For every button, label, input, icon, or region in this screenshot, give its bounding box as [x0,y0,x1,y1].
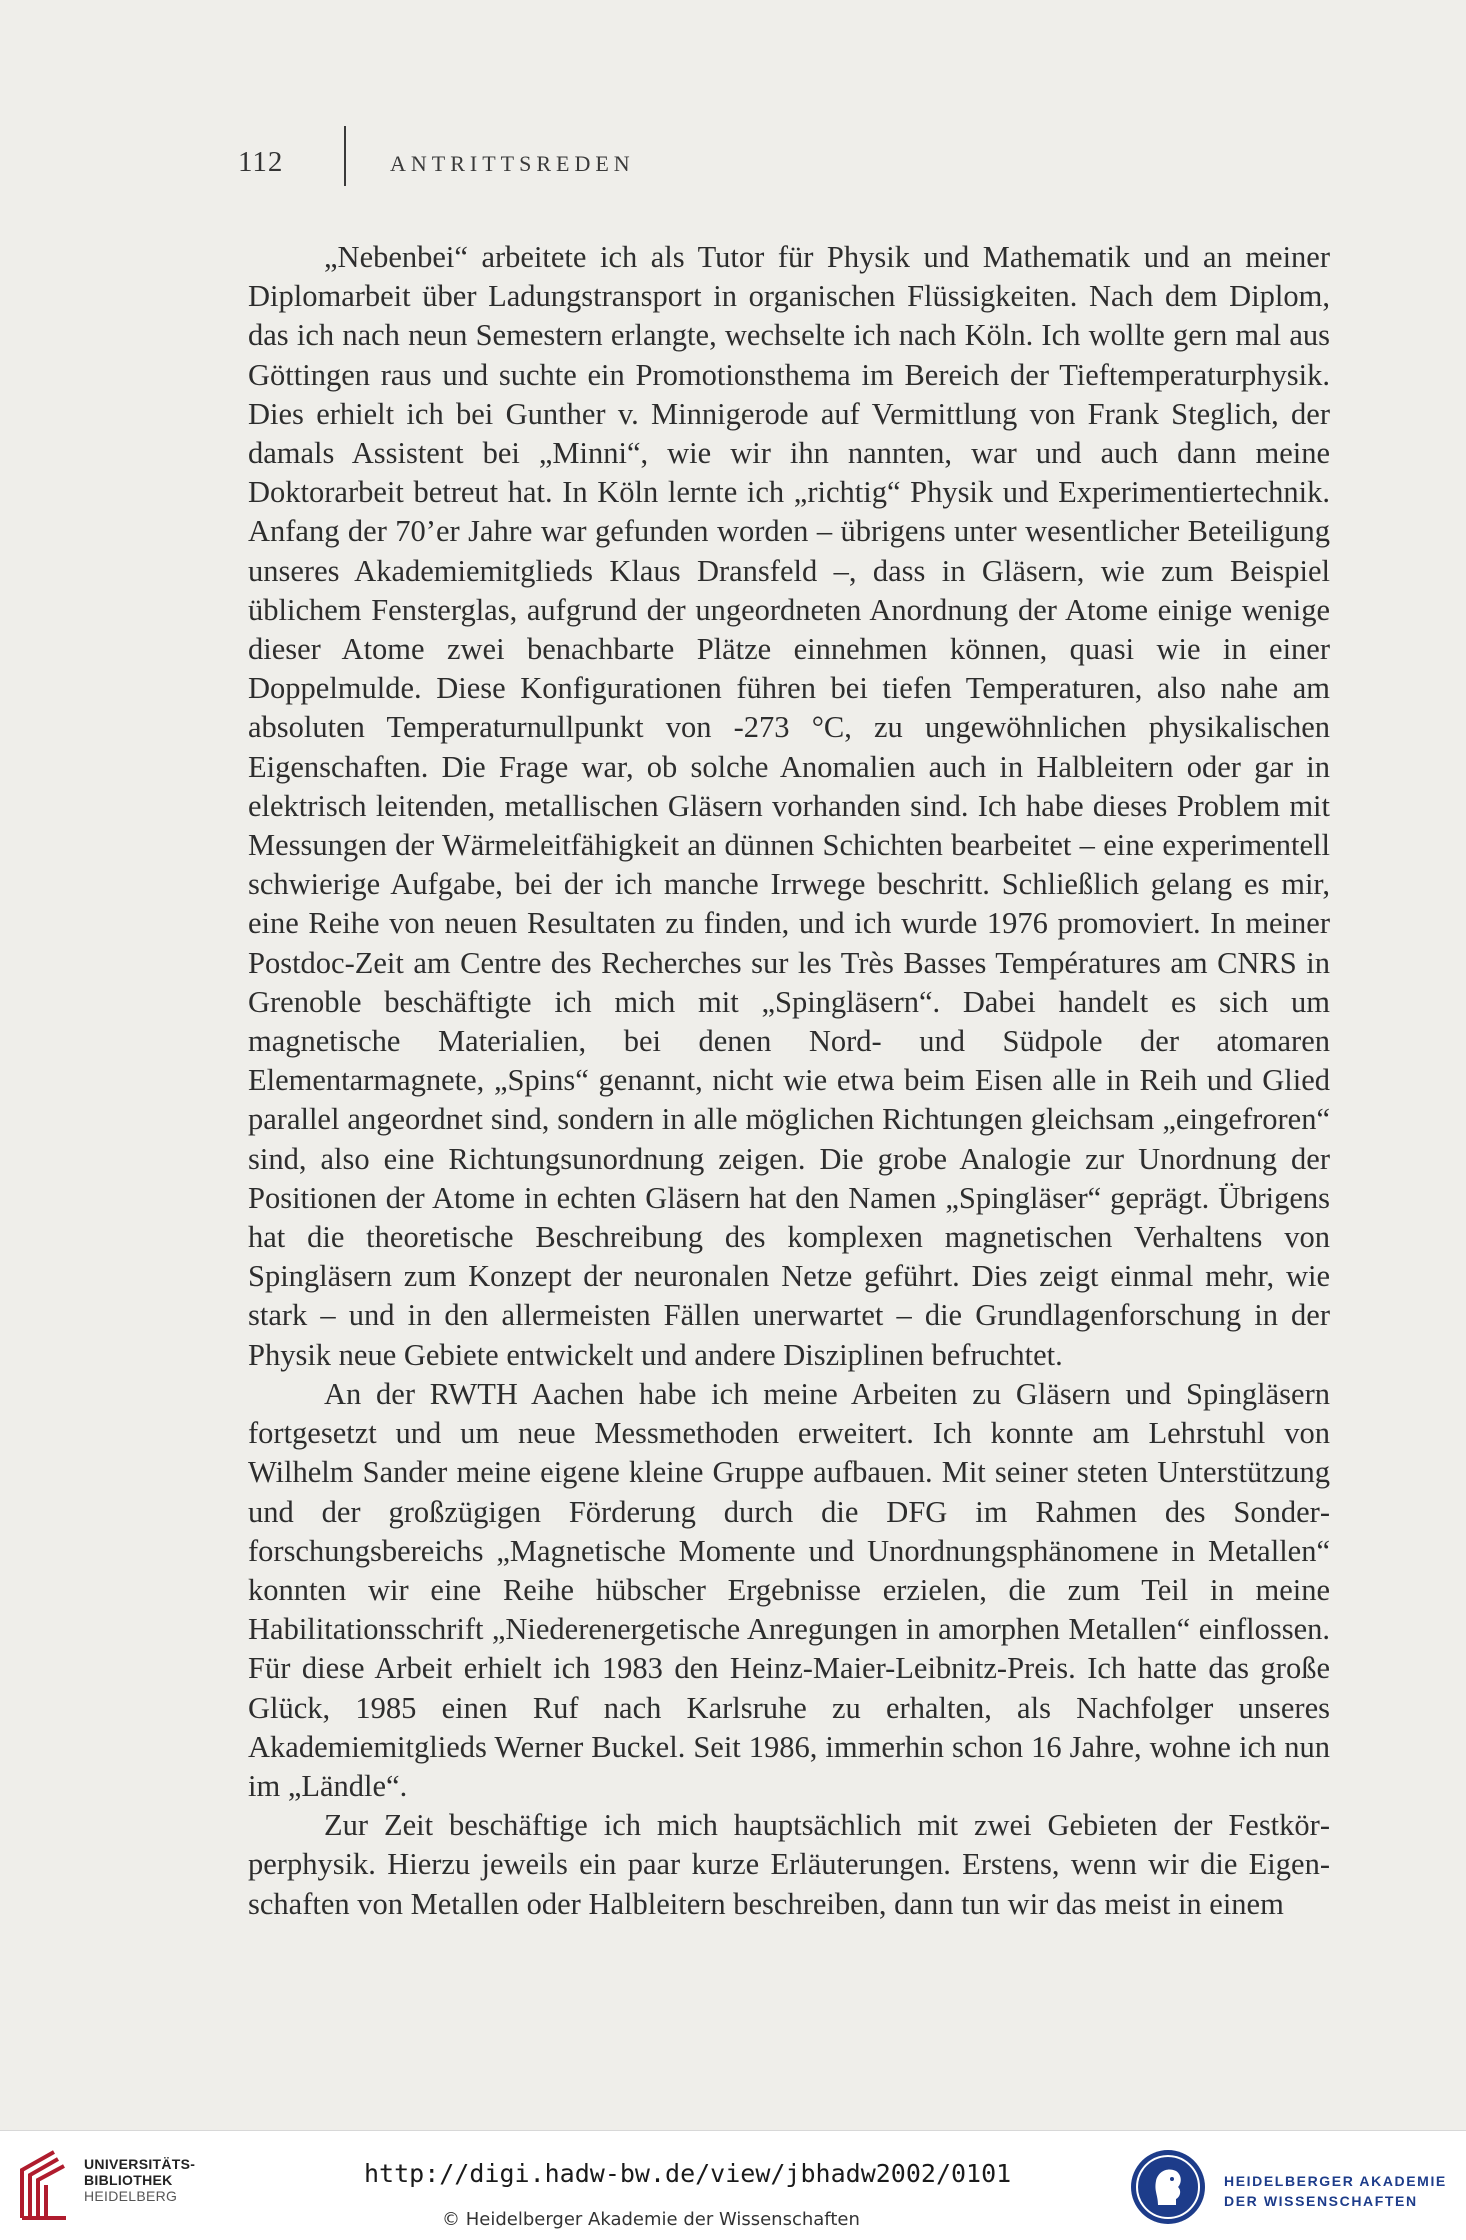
section-title: ANTRITTSREDEN [390,151,635,176]
academy-seal-icon [1128,2147,1208,2227]
footer-bar [0,2130,1466,2240]
academy-name-line-1: HEIDELBERGER AKADEMIE [1224,2173,1447,2189]
source-url-link[interactable]: http://digi.hadw-bw.de/view/jbhadw2002/0101 [364,2159,1012,2188]
page-number: 112 [238,146,284,178]
running-head [238,138,1338,184]
paragraph-1: „Nebenbei“ arbeitete ich als Tutor für Physik und Mathematik und an meiner Diplomarbeit über Ladungstransport in organischen Flüssigkeiten. Nach dem Diplom, das ich nach neun Semestern erlangte, wechselte ich nach Köln. Ich wollte gern mal aus Göttingen raus und suchte ein Promotionsthema im Bereich der Tieftemperaturphysik. Dies erhielt ich bei Gunther v. Minnigerode auf Vermittlung von Frank Steglich, der damals Assistent bei „Minni“, wie wir ihn nannten, war und auch dann meine Doktorarbeit betreut hat. In Köln lernte ich „richtig“ Physik und Experimentiertechnik. Anfang der 70’er Jahre war gefunden worden – übrigens unter wesentlicher Beteiligung unseres Akademiemitglieds Klaus Dransfeld –, dass in Gläsern, wie zum Beispiel üblichem Fensterglas, aufgrund der ungeordneten Anordnung der Atome einige wenige dieser Atome zwei benachbarte Plätze einnehmen können, quasi wie in einer Doppelmulde. Diese Konfigurationen führen bei tiefen Temperaturen, also nahe am absoluten Temperaturnullpunkt von -273 °C, zu ungewöhnlichen physikalischen Eigenschaften. Die Frage war, ob solche Anomalien auch in Halbleitern oder gar in elektrisch leitenden, metallischen Gläsern vorhanden sind. Ich habe dieses Problem mit Messungen der Wärmeleitfähigkeit an dünnen Schichten bearbeitet – eine experimentell schwierige Aufgabe, bei der ich manche Irrwege beschritt. Schließlich gelang es mir, eine Reihe von neuen Resultaten zu finden, und ich wurde 1976 promoviert. In meiner Postdoc-Zeit am Centre des Recherches sur les Très Basses Températures am CNRS in Grenoble beschäftigte ich mich mit „Spingläsern“. Dabei handelt es sich um magnetische Materialien, bei denen Nord- und Südpole der atomaren Elementarmagnete, „Spins“ genannt, nicht wie etwa beim Eisen alle in Reih und Glied parallel angeordnet sind, sondern in alle möglichen Richtungen gleichsam „eingefroren“ sind, also eine Richtungsunordnung zeigen. Die grobe Analogie zur Unordnung der Positionen der Atome in echten Gläsern hat den Namen „Spingläser“ geprägt. Übrigens hat die theoretische Beschreibung des komplexen magnetischen Verhaltens von Spingläsern zum Konzept der neuronalen Netze geführt. Dies zeigt einmal mehr, wie stark – und in den allermeisten Fällen unerwartet – die Grundlagenforschung in der Physik neue Gebiete entwickelt und andere Disziplinen befruchtet. [248,240,1330,1372]
body-text [248,238,1330,1924]
paragraph-3: Zur Zeit beschäftige ich mich hauptsächlich mit zwei Gebieten der Festkörperphysik. Hierzu jeweils ein paar kurze Erläuterungen. Erstens, wenn wir die Eigenschaften von Metallen oder Halbleitern beschreiben, dann tun wir das meist in einem [248,1808,1330,1921]
library-name-line-3: HEIDELBERG [84,2188,178,2204]
university-library-name [84,2156,195,2204]
academy-name-line-2: DER WISSENSCHAFTEN [1224,2193,1418,2209]
header-divider [344,126,346,186]
university-library-logo-icon [14,2148,72,2222]
library-name-line-2: BIBLIOTHEK [84,2172,173,2188]
academy-name [1224,2171,1447,2211]
library-name-line-1: UNIVERSITÄTS- [84,2156,196,2172]
paragraph-2: An der RWTH Aachen habe ich meine Arbeiten zu Gläsern und Spingläsern fortgesetzt und um neue Messmethoden erweitert. Ich konnte am Lehrstuhl von Wilhelm Sander meine eigene kleine Gruppe aufbauen. Mit seiner steten Unterstützung und der großzügigen Förderung durch die DFG im Rahmen des Sonderforschungsbereichs „Magnetische Momente und Unordnungsphänomene in Metallen“ konnten wir eine Reihe hübscher Ergebnisse erzielen, die zum Teil in meine Habilitationsschrift „Niederenergetische Anregungen in amorphen Metallen“ einflossen. Für diese Arbeit erhielt ich 1983 den Heinz-Maier-Leibnitz-Preis. Ich hatte das große Glück, 1985 einen Ruf nach Karlsruhe zu erhalten, als Nachfolger unseres Akademiemitglieds Werner Buckel. Seit 1986, immerhin schon 16 Jahre, wohne ich nun im „Ländle“. [248,1376,1330,1803]
copyright-notice: © Heidelberger Akademie der Wissenschaften [442,2209,860,2230]
